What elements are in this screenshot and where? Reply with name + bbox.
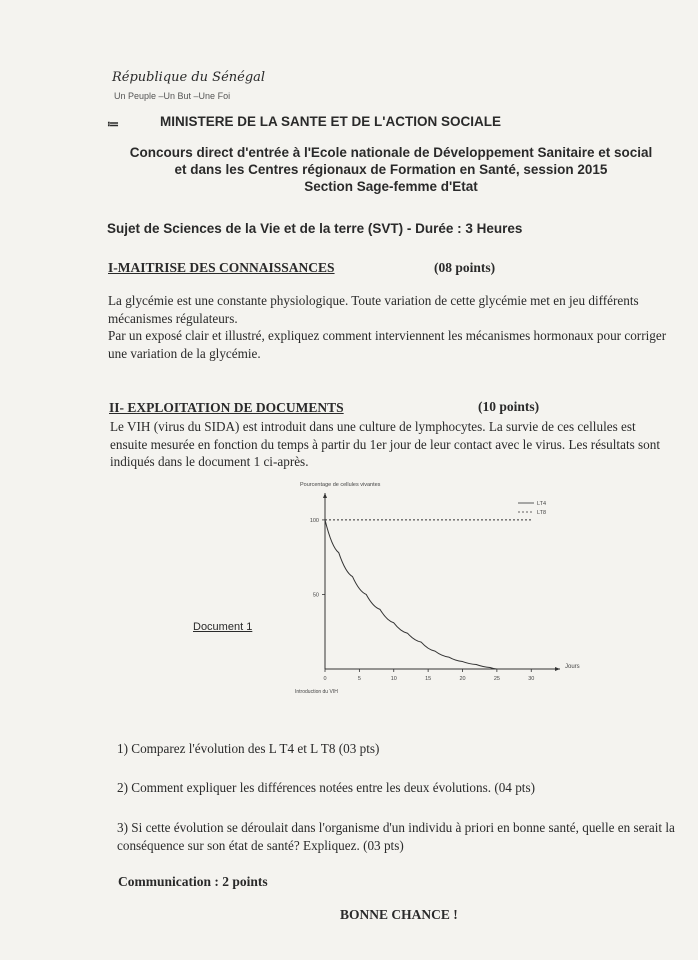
x-axis-note: Introduction du VIH	[295, 689, 338, 695]
y-axis-arrow	[323, 493, 327, 498]
subject-line: Sujet de Sciences de la Vie et de la terre (SVT) - Durée : 3 Heures	[107, 221, 523, 236]
part1-paragraph-2: Par un exposé clair et illustré, expliquez comment interviennent les mécanismes hormonaux pour corriger une variation de la glycémie.	[108, 328, 667, 361]
national-motto: Un Peuple –Un But –Une Foi	[114, 91, 231, 101]
x-tick-label: 0	[323, 676, 327, 682]
x-tick-label: 10	[390, 676, 397, 682]
communication-points: Communication : 2 points	[118, 874, 268, 889]
document-label: Document 1	[193, 621, 253, 633]
part1-points: (08 points)	[434, 260, 496, 275]
document-1-chart	[280, 478, 580, 700]
part1-paragraph-1: La glycémie est une constante physiologique. Toute variation de cette glycémie met en jeu différents mécanismes régulateurs.	[108, 293, 639, 326]
question-2: 2) Comment expliquer les différences notées entre les deux évolutions. (04 pts)	[117, 780, 535, 795]
question-3: 3) Si cette évolution se déroulait dans l'organisme d'un individu à priori en bonne santé, quelle en serait la conséquence sur son état de santé? Expliquez. (03 pts)	[117, 820, 675, 853]
exam-title-line-3: Section Sage-femme d'Etat	[304, 179, 478, 194]
part2-heading: II- EXPLOITATION DE DOCUMENTS	[109, 400, 344, 415]
x-tick-label: 15	[425, 676, 432, 682]
emblem-icon: ≔	[107, 117, 119, 131]
exam-title-line-2: et dans les Centres régionaux de Formation en Santé, session 2015	[174, 162, 608, 177]
y-tick-label: 100	[309, 517, 319, 524]
part2-intro: Le VIH (virus du SIDA) est introduit dans une culture de lymphocytes. La survie de ces cellules est ensuite mesurée en fonction du temps à partir du 1er jour de leur contact avec le virus. Les résultats sont indiqués dans le document 1 ci-après.	[110, 419, 661, 469]
part2-points: (10 points)	[478, 399, 540, 414]
x-tick-label: 20	[459, 676, 466, 682]
exam-title-line-1: Concours direct d'entrée à l'Ecole nationale de Développement Sanitaire et social	[129, 145, 653, 160]
y-tick-label: 50	[312, 592, 319, 599]
x-tick-label: 25	[493, 676, 500, 682]
x-axis-arrow	[555, 667, 560, 671]
part1-heading: I-MAITRISE DES CONNAISSANCES	[108, 260, 335, 275]
closing-message: BONNE CHANCE !	[340, 907, 458, 922]
question-1: 1) Comparez l'évolution des L T4 et L T8 (03 pts)	[117, 741, 380, 756]
ministry-title: MINISTERE DE LA SANTE ET DE L'ACTION SOCIALE	[160, 114, 501, 129]
legend-label-lt4: LT4	[537, 501, 547, 507]
legend-label-lt8: LT8	[537, 510, 547, 516]
y-axis-label: Pourcentage de cellules vivantes	[300, 482, 381, 488]
x-axis-label: Jours	[565, 664, 580, 670]
x-tick-label: 30	[528, 676, 535, 682]
x-tick-label: 5	[357, 676, 361, 682]
series-line-lt4	[325, 520, 497, 669]
republic-heading: République du Sénégal	[112, 70, 266, 85]
